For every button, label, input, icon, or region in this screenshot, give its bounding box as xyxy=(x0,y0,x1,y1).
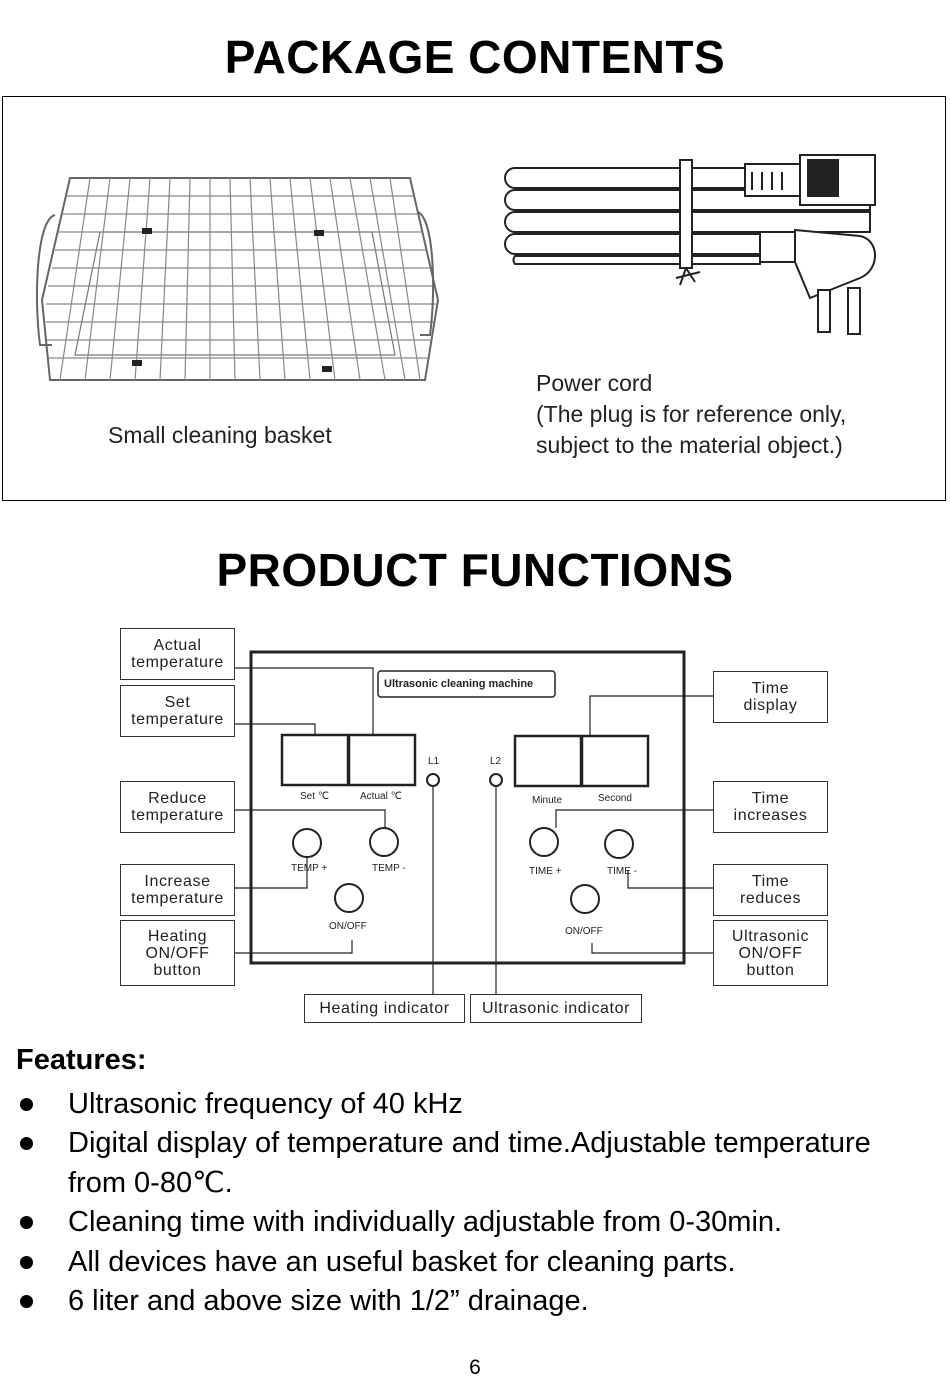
minute-label: Minute xyxy=(532,795,563,806)
callout-reduce-temperature: Reduce temperature xyxy=(120,781,235,833)
features-heading: Features: xyxy=(16,1044,147,1076)
ultrasonic-indicator-led xyxy=(490,774,502,786)
actual-c-label: Actual ℃ xyxy=(360,791,402,802)
callout-actual-temperature: Actual temperature xyxy=(120,628,235,680)
panel-title: Ultrasonic cleaning machine xyxy=(384,678,534,690)
ultrasonic-onoff-label: ON/OFF xyxy=(565,926,603,937)
callout-increase-temperature: Increase temperature xyxy=(120,864,235,916)
callout-ultrasonic-onoff-button: Ultrasonic ON/OFF button xyxy=(713,920,828,986)
second-label: Second xyxy=(598,793,632,804)
temp-plus-label: TEMP + xyxy=(291,863,328,874)
minute-display xyxy=(515,736,581,786)
page-number: 6 xyxy=(469,1356,481,1379)
second-display xyxy=(582,736,648,786)
bullet-icon xyxy=(20,1256,33,1269)
package-contents-title: PACKAGE CONTENTS xyxy=(224,31,726,83)
set-c-label: Set ℃ xyxy=(300,791,330,802)
time-plus-label: TIME + xyxy=(529,866,562,877)
panel-frame xyxy=(251,652,684,963)
l1-label: L1 xyxy=(428,756,440,767)
callout-heating-indicator: Heating indicator xyxy=(304,994,465,1023)
temp-minus-label: TEMP - xyxy=(372,863,406,874)
callout-heating-onoff-button: Heating ON/OFF button xyxy=(120,920,235,986)
l2-label: L2 xyxy=(490,756,502,767)
callout-time-increases: Time increases xyxy=(713,781,828,833)
time-plus-button-shape xyxy=(530,828,558,856)
callout-ultrasonic-indicator: Ultrasonic indicator xyxy=(470,994,642,1023)
heating-onoff-button-shape xyxy=(335,884,363,912)
time-minus-button-shape xyxy=(605,830,633,858)
power-cord-caption-line3: subject to the material object.) xyxy=(536,432,843,458)
temp-minus-button-shape xyxy=(370,828,398,856)
heating-onoff-label: ON/OFF xyxy=(329,921,367,932)
actual-temp-display xyxy=(349,735,415,785)
heating-indicator-led xyxy=(427,774,439,786)
callout-set-temperature: Set temperature xyxy=(120,685,235,737)
time-minus-label: TIME - xyxy=(607,866,637,877)
power-cord-caption-line1: Power cord xyxy=(536,370,653,396)
product-functions-title: PRODUCT FUNCTIONS xyxy=(216,544,734,596)
temp-plus-button-shape xyxy=(293,829,321,857)
bullet-icon xyxy=(20,1137,33,1150)
callout-time-reduces: Time reduces xyxy=(713,864,828,916)
set-temp-display xyxy=(282,735,348,785)
ultrasonic-onoff-button-shape xyxy=(571,885,599,913)
power-cord-caption-line2: (The plug is for reference only, xyxy=(536,401,847,427)
bullet-icon xyxy=(20,1295,33,1308)
callout-time-display: Time display xyxy=(713,671,828,723)
basket-caption: Small cleaning basket xyxy=(108,422,332,448)
bullet-icon xyxy=(20,1216,33,1229)
bullet-icon xyxy=(20,1098,33,1111)
